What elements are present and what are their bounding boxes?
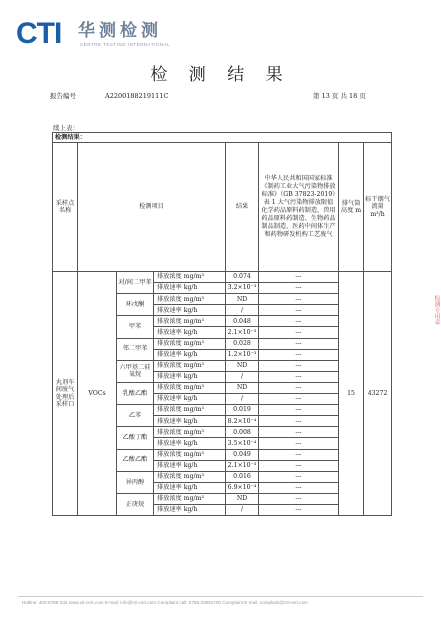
substance-name-cell: 环戊酮 bbox=[117, 294, 154, 316]
limit-cell: --- bbox=[259, 349, 339, 360]
parameter-cell: 排放浓度 mg/m³ bbox=[154, 316, 226, 327]
limit-cell: --- bbox=[259, 504, 339, 515]
result-cell: 3.5×10⁻⁴ bbox=[226, 438, 259, 449]
official-stamp: 检测专用章 bbox=[433, 295, 440, 325]
result-cell: 0.048 bbox=[226, 316, 259, 327]
limit-cell: --- bbox=[259, 493, 339, 504]
parameter-cell: 排放浓度 mg/m³ bbox=[154, 272, 226, 283]
parameter-cell: 排放浓度 mg/m³ bbox=[154, 360, 226, 371]
company-name-cn: 华测检测 bbox=[78, 21, 162, 41]
limit-cell: --- bbox=[259, 294, 339, 305]
parameter-cell: 排放浓度 mg/m³ bbox=[154, 449, 226, 460]
continued-label: 续上表： bbox=[53, 124, 79, 132]
parameter-cell: 排放速率 kg/h bbox=[154, 349, 226, 360]
results-table bbox=[52, 132, 392, 516]
result-cell: 6.9×10⁻⁴ bbox=[226, 482, 259, 493]
result-cell: / bbox=[226, 371, 259, 382]
parameter-cell: 排放速率 kg/h bbox=[154, 482, 226, 493]
result-cell: ND bbox=[226, 493, 259, 504]
result-cell: ND bbox=[226, 360, 259, 371]
company-logo-mark: CTI bbox=[16, 17, 62, 50]
stack-height-cell: 15 bbox=[339, 272, 364, 516]
footer-divider bbox=[18, 596, 423, 597]
column-header-height: 排气筒高度 m bbox=[339, 143, 364, 272]
column-header-flow: 标干烟气流量 m³/h bbox=[364, 143, 392, 272]
column-header-result: 结果 bbox=[226, 143, 259, 272]
substance-name-cell: 正庚烷 bbox=[117, 493, 154, 515]
parameter-cell: 排放速率 kg/h bbox=[154, 438, 226, 449]
result-cell: 0.008 bbox=[226, 427, 259, 438]
limit-cell: --- bbox=[259, 416, 339, 427]
result-cell: 0.028 bbox=[226, 338, 259, 349]
limit-cell: --- bbox=[259, 394, 339, 405]
report-number: A2200188219111C bbox=[105, 92, 169, 100]
limit-cell: --- bbox=[259, 327, 339, 338]
limit-cell: --- bbox=[259, 382, 339, 393]
substance-name-cell: 乙酸丁酯 bbox=[117, 427, 154, 449]
column-header-site: 采样点名称 bbox=[53, 143, 78, 272]
result-cell: 0.019 bbox=[226, 405, 259, 416]
limit-cell: --- bbox=[259, 460, 339, 471]
limit-cell: --- bbox=[259, 405, 339, 416]
report-number-label: 报告编号 bbox=[50, 92, 76, 100]
result-cell: 2.1×10⁻³ bbox=[226, 460, 259, 471]
parameter-cell: 排放浓度 mg/m³ bbox=[154, 382, 226, 393]
substance-name-cell: 对/间二甲苯 bbox=[117, 272, 154, 294]
sampling-site-cell: 丸剂车间废气处理后采样口 bbox=[53, 272, 78, 516]
limit-cell: --- bbox=[259, 371, 339, 382]
table-row bbox=[53, 272, 392, 283]
column-header-item: 检测项目 bbox=[78, 143, 226, 272]
parameter-cell: 排放速率 kg/h bbox=[154, 394, 226, 405]
company-name-en: CENTRE TESTING INTERNATIONAL bbox=[80, 42, 171, 47]
result-cell: / bbox=[226, 305, 259, 316]
footer-contact: Hotline: 400-6788-333 www.cti-cert.com E-mail: info@cti-cert.com Complaint call: 0755-33681700 Complaint E-mail: complaint@cti-cert.com bbox=[22, 600, 308, 605]
parameter-cell: 排放速率 kg/h bbox=[154, 327, 226, 338]
parameter-cell: 排放浓度 mg/m³ bbox=[154, 294, 226, 305]
table-header-row bbox=[53, 143, 392, 272]
limit-cell: --- bbox=[259, 338, 339, 349]
parameter-cell: 排放浓度 mg/m³ bbox=[154, 493, 226, 504]
parameter-cell: 排放浓度 mg/m³ bbox=[154, 471, 226, 482]
substance-name-cell: 乳酸乙酯 bbox=[117, 382, 154, 404]
result-cell: 1.2×10⁻³ bbox=[226, 349, 259, 360]
substance-name-cell: 乙苯 bbox=[117, 405, 154, 427]
column-header-standard: 中华人民共和国国家标准《制药工业大气污染物排放标准》（GB 37823-2019）表 1 大气污染物排放限值 化学药品原料药制造、兽用药品原料药制造、生物药品制品制造、医药中间体生产和药物研发机构工艺废气 bbox=[259, 143, 339, 272]
substance-name-cell: 乙酸乙酯 bbox=[117, 449, 154, 471]
limit-cell: --- bbox=[259, 316, 339, 327]
limit-cell: --- bbox=[259, 438, 339, 449]
result-cell: 0.074 bbox=[226, 272, 259, 283]
result-cell: / bbox=[226, 394, 259, 405]
limit-cell: --- bbox=[259, 482, 339, 493]
parameter-cell: 排放浓度 mg/m³ bbox=[154, 427, 226, 438]
result-cell: 0.049 bbox=[226, 449, 259, 460]
limit-cell: --- bbox=[259, 360, 339, 371]
page-info: 第 13 页 共 18 页 bbox=[313, 92, 366, 100]
limit-cell: --- bbox=[259, 449, 339, 460]
result-cell: ND bbox=[226, 294, 259, 305]
group-cell: VOCs bbox=[78, 272, 117, 516]
result-cell: ND bbox=[226, 382, 259, 393]
parameter-cell: 排放速率 kg/h bbox=[154, 371, 226, 382]
limit-cell: --- bbox=[259, 471, 339, 482]
parameter-cell: 排放速率 kg/h bbox=[154, 460, 226, 471]
page-title: 检 测 结 果 bbox=[150, 65, 291, 85]
result-cell: / bbox=[226, 504, 259, 515]
substance-name-cell: 邻二甲苯 bbox=[117, 338, 154, 360]
section-label: 检测结果： bbox=[53, 133, 392, 143]
parameter-cell: 排放速率 kg/h bbox=[154, 305, 226, 316]
limit-cell: --- bbox=[259, 283, 339, 294]
result-cell: 3.2×10⁻³ bbox=[226, 283, 259, 294]
substance-name-cell: 甲苯 bbox=[117, 316, 154, 338]
result-cell: 0.016 bbox=[226, 471, 259, 482]
limit-cell: --- bbox=[259, 272, 339, 283]
parameter-cell: 排放速率 kg/h bbox=[154, 416, 226, 427]
limit-cell: --- bbox=[259, 305, 339, 316]
parameter-cell: 排放速率 kg/h bbox=[154, 504, 226, 515]
substance-name-cell: 异丙醇 bbox=[117, 471, 154, 493]
flow-rate-cell: 43272 bbox=[364, 272, 392, 516]
parameter-cell: 排放浓度 mg/m³ bbox=[154, 405, 226, 416]
limit-cell: --- bbox=[259, 427, 339, 438]
result-cell: 8.2×10⁻⁴ bbox=[226, 416, 259, 427]
parameter-cell: 排放浓度 mg/m³ bbox=[154, 338, 226, 349]
result-cell: 2.1×10⁻³ bbox=[226, 327, 259, 338]
parameter-cell: 排放速率 kg/h bbox=[154, 283, 226, 294]
substance-name-cell: 六甲基二硅氧烷 bbox=[117, 360, 154, 382]
